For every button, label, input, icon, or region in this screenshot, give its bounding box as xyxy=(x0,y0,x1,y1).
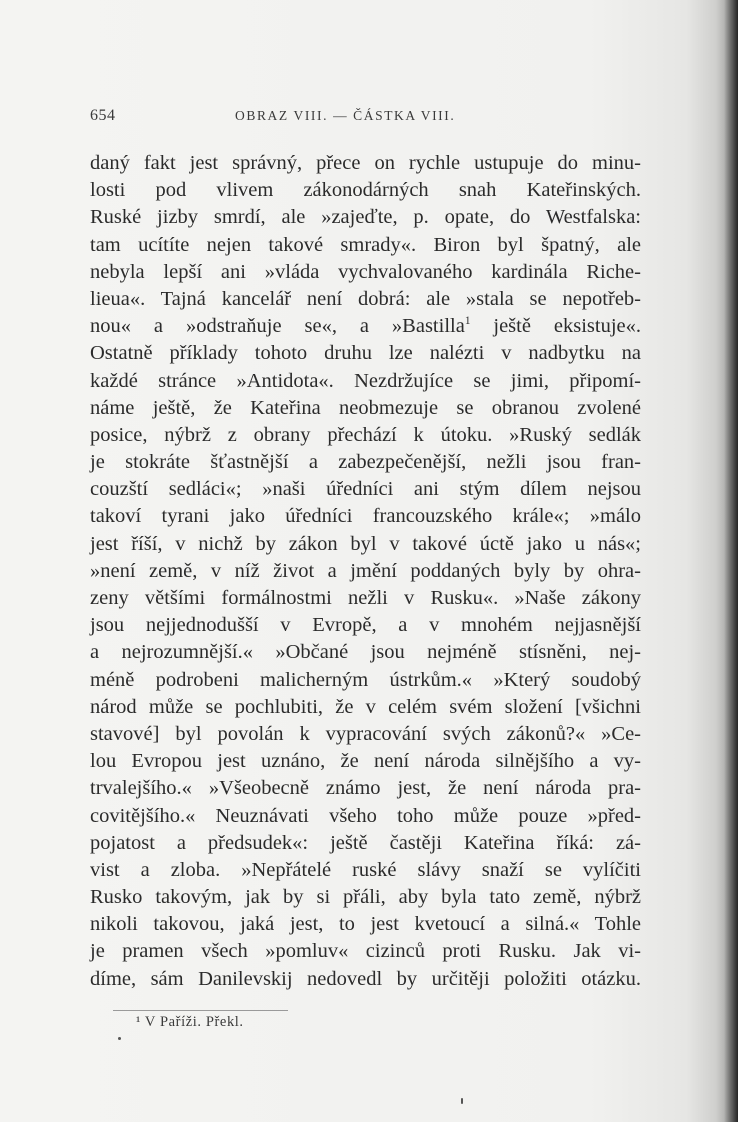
text-line: covitějšího.« Neuznávati všeho toho může pouze »před- xyxy=(90,804,641,827)
text-line-head: nou« a »odstraňuje se«, a »Bastilla xyxy=(90,315,465,338)
text-line: daný fakt jest správný, přece on rychle ustupuje do minu- xyxy=(90,152,641,174)
text-line: méně podrobeni malicherným ústrkům.« »Který soudobý xyxy=(90,668,641,691)
body-text xyxy=(90,150,641,993)
page-header xyxy=(90,107,670,131)
text-line: losti pod vlivem zákonodárných snah Kateřinských. xyxy=(90,179,641,202)
print-speck xyxy=(118,1037,121,1040)
text-line: lou Evropou jest uznáno, že není národa silnějšího a vy- xyxy=(90,750,641,773)
text-line: jest říší, v nichž by zákon byl v takové úctě jako u nás«; xyxy=(90,532,641,555)
book-spine-shadow xyxy=(724,0,738,1122)
text-line: je stokráte šťastnější a zabezpečenější, nežli jsou fran- xyxy=(90,451,641,474)
footnote-divider xyxy=(113,1010,288,1011)
text-line: Ostatně příklady tohoto druhu lze nalézti v nadbytku na xyxy=(90,342,641,365)
text-line: národ může se pochlubiti, že v celém svém složení [všichni xyxy=(90,695,641,718)
text-line: tam ucítíte nejen takové smrady«. Biron byl špatný, ale xyxy=(90,233,641,256)
running-head: OBRAZ VIII. — ČÁSTKA VIII. xyxy=(235,108,456,123)
text-line: nebyla lepší ani »vláda vychvalovaného kardinála Riche- xyxy=(90,260,641,283)
footnote: ¹ V Paříži. Překl. xyxy=(136,1014,244,1030)
text-line: vist a zloba. »Nepřátelé ruské slávy snaží se vylíčiti xyxy=(90,858,641,881)
print-speck xyxy=(461,1098,463,1104)
text-line: pojatost a předsudek«: ještě častěji Kateřina říká: zá- xyxy=(90,831,641,854)
text-line: trvalejšího.« »Všeobecně známo jest, že není národa pra- xyxy=(90,777,641,800)
text-line: Ruské jizby smrdí, ale »zajeďte, p. opate, do Westfalska: xyxy=(90,206,641,229)
text-line: nikoli takovou, jaká jest, to jest kvetoucí a silná.« Tohle xyxy=(90,913,641,936)
page-number: 654 xyxy=(90,107,116,124)
footnote-marker: 1 xyxy=(464,315,471,328)
text-line: náme ještě, že Kateřina neobmezuje se obranou zvolené xyxy=(90,396,641,419)
text-line: Rusko takovým, jak by si přáli, aby byla tato země, nýbrž xyxy=(90,886,641,909)
text-line: posice, nýbrž z obrany přechází k útoku. »Ruský sedlák xyxy=(90,423,641,446)
text-line: lieua«. Tajná kancelář není dobrá: ale »stala se nepotřeb- xyxy=(90,287,641,310)
text-line: jsou nejjednodušší v Evropě, a v mnohém nejjasnější xyxy=(90,614,641,637)
text-line: je pramen všech »pomluv« cizinců proti Rusku. Jak vi- xyxy=(90,940,641,963)
text-line: zeny většími formálnostmi nežli v Rusku«. »Naše zákony xyxy=(90,587,641,609)
text-line: couzští sedláci«; »naši úředníci ani stým dílem nejsou xyxy=(90,478,641,501)
text-line: »není země, v níž život a jmění poddaných byly by ohra- xyxy=(90,559,641,582)
text-line: takoví tyrani jako úředníci francouzského krále«; »málo xyxy=(90,505,641,528)
text-line: a nejrozumnější.« »Občané jsou nejméně stísněni, nej- xyxy=(90,641,641,664)
text-line: každé stránce »Antidota«. Nezdržujíce se jimi, připomí- xyxy=(90,369,641,392)
text-line-tail: ještě eksistuje«. xyxy=(470,315,641,338)
text-line-with-footnote xyxy=(90,313,641,340)
text-line: stavové] byl povolán k vypracování svých zákonů?« »Ce- xyxy=(90,722,641,745)
text-line: díme, sám Danilevskij nedovedl by určitěji položiti otázku. xyxy=(90,967,641,990)
